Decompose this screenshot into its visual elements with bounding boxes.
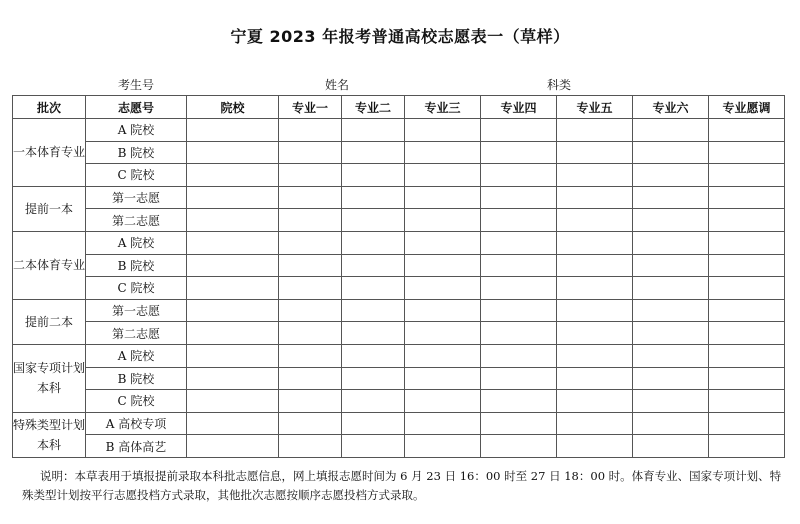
major-5-cell[interactable] [557,299,633,322]
accept-adjustment-cell[interactable] [709,390,785,413]
school-cell[interactable] [187,254,279,277]
major-2-cell[interactable] [342,277,405,300]
table-row [13,209,785,232]
major-3-cell[interactable] [405,344,481,367]
choice-label: C 院校 [86,390,187,413]
header-major-6: 专业六 [633,96,709,119]
subject-category-label: 科类 [547,78,572,92]
major-5-cell[interactable] [557,141,633,164]
school-cell[interactable] [187,164,279,187]
major-6-cell[interactable] [633,344,709,367]
school-cell[interactable] [187,390,279,413]
choice-label: A 高校专项 [86,412,187,435]
major-2-cell[interactable] [342,344,405,367]
major-2-cell[interactable] [342,254,405,277]
major-3-cell[interactable] [405,164,481,187]
accept-adjustment-cell[interactable] [709,299,785,322]
major-4-cell[interactable] [481,367,557,390]
batch-label: 提前二本 [13,299,86,344]
table-row [13,344,785,367]
school-cell[interactable] [187,367,279,390]
major-2-cell[interactable] [342,141,405,164]
choice-label: B 院校 [86,367,187,390]
school-cell[interactable] [187,119,279,142]
header-major-2: 专业二 [342,96,405,119]
header-row [13,96,785,119]
choice-label: 第一志愿 [86,299,187,322]
major-3-cell[interactable] [405,277,481,300]
major-5-cell[interactable] [557,254,633,277]
major-5-cell[interactable] [557,209,633,232]
table-row [13,164,785,187]
batch-label: 特殊类型计划本科 [13,412,86,457]
major-3-cell[interactable] [405,390,481,413]
choice-label: C 院校 [86,277,187,300]
major-3-cell[interactable] [405,322,481,345]
school-cell[interactable] [187,299,279,322]
major-4-cell[interactable] [481,231,557,254]
major-1-cell[interactable] [279,277,342,300]
header-batch: 批次 [13,96,86,119]
instructions-note: 说明：本草表用于填报提前录取本科批志愿信息，网上填报志愿时间为 6 月 23 日 16：00 时至 27 日 18：00 时。体育专业、国家专项计划、特殊类型计划按平行志愿投档方式录取，其他批次志愿按顺序志愿投档方式录取。 [22,469,782,502]
header-school: 院校 [187,96,279,119]
major-2-cell[interactable] [342,367,405,390]
major-2-cell[interactable] [342,322,405,345]
table-row [13,231,785,254]
major-2-cell[interactable] [342,186,405,209]
accept-adjustment-cell[interactable] [709,119,785,142]
accept-adjustment-cell[interactable] [709,367,785,390]
table-row [13,277,785,300]
major-1-cell[interactable] [279,209,342,232]
major-3-cell[interactable] [405,141,481,164]
major-1-cell[interactable] [279,322,342,345]
table-row [13,119,785,142]
choice-label: B 院校 [86,141,187,164]
school-cell[interactable] [187,209,279,232]
school-cell[interactable] [187,435,279,458]
header-accept-adjustment: 专业愿调 [709,96,785,119]
major-6-cell[interactable] [633,209,709,232]
major-5-cell[interactable] [557,164,633,187]
accept-adjustment-cell[interactable] [709,254,785,277]
accept-adjustment-cell[interactable] [709,164,785,187]
major-2-cell[interactable] [342,231,405,254]
major-3-cell[interactable] [405,231,481,254]
table-row [13,412,785,435]
choice-label: B 院校 [86,254,187,277]
major-1-cell[interactable] [279,435,342,458]
major-2-cell[interactable] [342,119,405,142]
major-1-cell[interactable] [279,390,342,413]
accept-adjustment-cell[interactable] [709,322,785,345]
choice-label: B 高体高艺 [86,435,187,458]
choice-label: 第二志愿 [86,322,187,345]
choice-label: C 院校 [86,164,187,187]
choice-label: A 院校 [86,231,187,254]
major-6-cell[interactable] [633,322,709,345]
major-4-cell[interactable] [481,412,557,435]
major-4-cell[interactable] [481,277,557,300]
major-6-cell[interactable] [633,277,709,300]
batch-label: 提前一本 [13,186,86,231]
major-4-cell[interactable] [481,299,557,322]
major-2-cell[interactable] [342,299,405,322]
choice-label: A 院校 [86,119,187,142]
header-major-3: 专业三 [405,96,481,119]
major-4-cell[interactable] [481,164,557,187]
major-4-cell[interactable] [481,322,557,345]
table-row [13,141,785,164]
major-4-cell[interactable] [481,390,557,413]
major-1-cell[interactable] [279,367,342,390]
school-cell[interactable] [187,344,279,367]
accept-adjustment-cell[interactable] [709,186,785,209]
major-4-cell[interactable] [481,344,557,367]
major-1-cell[interactable] [279,164,342,187]
major-5-cell[interactable] [557,322,633,345]
form-body [13,119,785,458]
major-6-cell[interactable] [633,367,709,390]
school-cell[interactable] [187,231,279,254]
major-2-cell[interactable] [342,164,405,187]
school-cell[interactable] [187,277,279,300]
major-5-cell[interactable] [557,367,633,390]
major-5-cell[interactable] [557,344,633,367]
table-row [13,299,785,322]
major-1-cell[interactable] [279,141,342,164]
application-form-table [12,95,785,458]
major-4-cell[interactable] [481,141,557,164]
accept-adjustment-cell[interactable] [709,344,785,367]
major-4-cell[interactable] [481,254,557,277]
major-1-cell[interactable] [279,254,342,277]
major-3-cell[interactable] [405,412,481,435]
major-3-cell[interactable] [405,435,481,458]
name-label: 姓名 [325,78,350,92]
major-6-cell[interactable] [633,164,709,187]
header-major-1: 专业一 [279,96,342,119]
major-6-cell[interactable] [633,231,709,254]
examinee-number-label: 考生号 [118,78,155,92]
school-cell[interactable] [187,412,279,435]
major-3-cell[interactable] [405,119,481,142]
choice-label: 第二志愿 [86,209,187,232]
table-row [13,435,785,458]
accept-adjustment-cell[interactable] [709,141,785,164]
table-row [13,186,785,209]
major-5-cell[interactable] [557,186,633,209]
batch-label: 国家专项计划本科 [13,344,86,412]
major-4-cell[interactable] [481,186,557,209]
school-cell[interactable] [187,141,279,164]
major-6-cell[interactable] [633,119,709,142]
batch-label: 二本体育专业 [13,231,86,299]
major-3-cell[interactable] [405,299,481,322]
table-row [13,322,785,345]
major-2-cell[interactable] [342,435,405,458]
major-2-cell[interactable] [342,209,405,232]
major-2-cell[interactable] [342,390,405,413]
major-6-cell[interactable] [633,390,709,413]
major-4-cell[interactable] [481,119,557,142]
accept-adjustment-cell[interactable] [709,412,785,435]
form-title: 宁夏 2023 年报考普通高校志愿表一（草样） [230,27,570,46]
header-major-5: 专业五 [557,96,633,119]
batch-label: 一本体育专业 [13,119,86,187]
major-6-cell[interactable] [633,141,709,164]
table-row [13,367,785,390]
major-1-cell[interactable] [279,344,342,367]
major-1-cell[interactable] [279,119,342,142]
major-6-cell[interactable] [633,412,709,435]
major-5-cell[interactable] [557,412,633,435]
accept-adjustment-cell[interactable] [709,277,785,300]
major-3-cell[interactable] [405,254,481,277]
major-1-cell[interactable] [279,231,342,254]
header-major-4: 专业四 [481,96,557,119]
major-5-cell[interactable] [557,119,633,142]
major-1-cell[interactable] [279,299,342,322]
accept-adjustment-cell[interactable] [709,231,785,254]
school-cell[interactable] [187,322,279,345]
major-4-cell[interactable] [481,435,557,458]
school-cell[interactable] [187,186,279,209]
major-3-cell[interactable] [405,209,481,232]
major-5-cell[interactable] [557,390,633,413]
major-5-cell[interactable] [557,231,633,254]
major-4-cell[interactable] [481,209,557,232]
major-6-cell[interactable] [633,254,709,277]
table-row [13,390,785,413]
major-6-cell[interactable] [633,299,709,322]
major-3-cell[interactable] [405,186,481,209]
major-2-cell[interactable] [342,412,405,435]
major-1-cell[interactable] [279,186,342,209]
accept-adjustment-cell[interactable] [709,435,785,458]
major-5-cell[interactable] [557,277,633,300]
choice-label: 第一志愿 [86,186,187,209]
major-5-cell[interactable] [557,435,633,458]
major-6-cell[interactable] [633,186,709,209]
major-3-cell[interactable] [405,367,481,390]
header-choice-number: 志愿号 [86,96,187,119]
major-6-cell[interactable] [633,435,709,458]
table-row [13,254,785,277]
choice-label: A 院校 [86,344,187,367]
major-1-cell[interactable] [279,412,342,435]
accept-adjustment-cell[interactable] [709,209,785,232]
